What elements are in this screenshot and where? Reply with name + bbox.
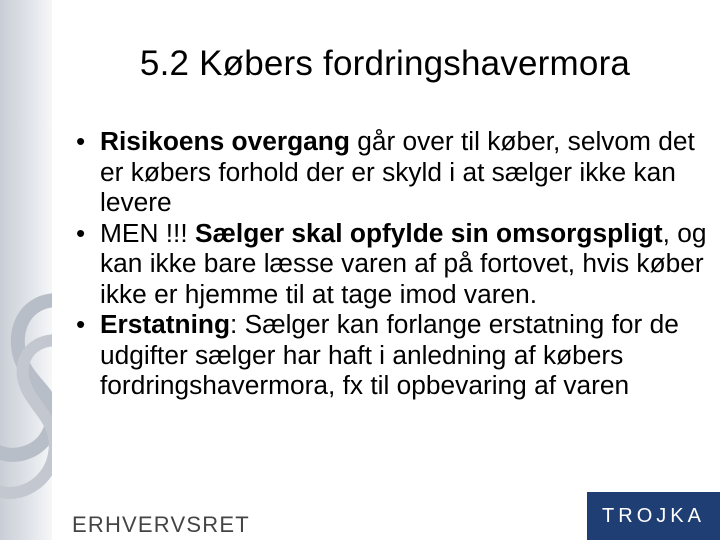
bullet-prefix: MEN !!! bbox=[100, 217, 195, 248]
bullet-item bbox=[76, 309, 716, 401]
bullet-text: går over til køber, selvom det er købers forhold der er skyld i at sælger ikke kan levere bbox=[100, 126, 695, 217]
bullet-text: , og kan ikke bare læsse varen af på fortovet, hvis køber ikke er hjemme til at tage imod varen. bbox=[100, 217, 707, 309]
trojka-badge bbox=[587, 492, 720, 540]
slide-title: 5.2 Købers fordringshavermora bbox=[139, 44, 631, 83]
bullet-bold-text: Sælger skal opfylde sin omsorgspligt bbox=[194, 217, 663, 248]
bullet-list bbox=[76, 126, 716, 401]
bullet-bold-lead: Erstatning bbox=[100, 309, 231, 339]
bullet-text: : Sælger kan forlange erstatning for de udgifter sælger har haft i anledning af købers fordringshavermora, fx til opbevaring af varen bbox=[100, 309, 679, 400]
bullet-item bbox=[76, 218, 716, 310]
bullet-marker: • bbox=[76, 217, 86, 248]
trojka-label: TROJKA bbox=[602, 504, 705, 527]
bullet-item bbox=[76, 126, 716, 218]
bullet-bold-lead: Risikoens overgang bbox=[100, 126, 350, 156]
bullet-marker: • bbox=[76, 126, 86, 156]
footer-brand-logo: ERHVERVSRET bbox=[72, 512, 250, 537]
bullet-marker: • bbox=[76, 309, 86, 339]
